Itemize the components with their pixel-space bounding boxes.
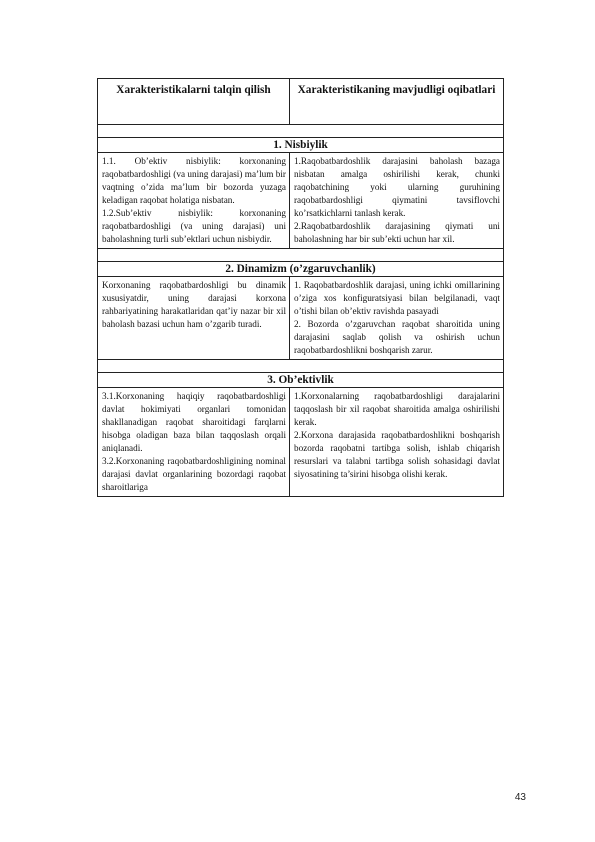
section-row-objectivity	[98, 388, 503, 497]
section-2-right-cell	[290, 277, 503, 359]
section-title-objectivity: 3. Ob’ektivlik	[98, 373, 503, 388]
section-2-right-para-1: 1. Raqobatbardoshlik darajasi, uning ichki omillarining o’ziga xos konfiguratsiyasi bilan belgilanadi, vaqt o’tishi bilan ob’ektiv ravishda pasayadi	[294, 280, 500, 316]
section-2-right-para-2: 2. Bozorda o’zgaruvchan raqobat sharoitida uning darajasini saqlab qolish va oshirish uchun raqobatbardoshlikni boshqarish zarur.	[294, 319, 500, 355]
section-1-right-cell	[290, 153, 503, 248]
section-spacer	[98, 359, 503, 373]
section-1-left-para-1: 1.1. Ob’ektiv nisbiylik: korxonaning raqobatbardoshligi (va uning darajasi) ma’lum bir vaqtning o’zida ma’lum bir bozorda yuzaga keladigan raqobat holatiga nisbatan.	[102, 156, 286, 205]
section-row-dynamism	[98, 277, 503, 359]
section-3-right-para-1: 1.Korxonalarning raqobatbardoshligi darajalarini taqqoslash bir xil raqobat sharoitida amalga oshirilishi kerak.	[294, 391, 500, 427]
page-number: 43	[514, 792, 526, 803]
table-header-row	[98, 79, 503, 125]
section-3-left-para-2: 3.2.Korxonaning raqobatbardoshligining nominal darajasi davlat organlarining bozordagi raqobat sharoitlariga	[102, 456, 286, 492]
section-1-right-para-2: 2.Raqobatbardoshlik darajasining qiymati uni baholashning har bir sub’ekti uchun har xil.	[294, 221, 500, 244]
header-right-cell: Xarakteristikaning mavjudligi oqibatlari	[297, 84, 496, 96]
header-left-cell: Xarakteristikalarni talqin qilish	[98, 79, 290, 124]
section-2-left-para-1: Korxonaning raqobatbardoshligi bu dinamik xususiyatdir, uning darajasi korxona rahbariyatining harakatlaridan qat’iy nazar bir xil baholash bazasi uchun ham o’zgarib turadi.	[102, 280, 286, 329]
section-title-dynamism: 2. Dinamizm (o’zgaruvchanlik)	[98, 262, 503, 277]
section-3-right-para-2: 2.Korxona darajasida raqobatbardoshlikni boshqarish bozorda raqobatni tartibga solish, ishlab chiqarish resurslari va talabni tartibga solish sohasidagi davlat siyosatining ta’sirini hisobga olishi kerak.	[294, 430, 500, 479]
section-3-right-cell	[290, 388, 503, 496]
section-3-left-cell	[98, 388, 290, 496]
characteristics-table	[97, 78, 504, 497]
section-spacer	[98, 125, 503, 138]
section-row-relativity	[98, 153, 503, 248]
section-3-left-para-1: 3.1.Korxonaning haqiqiy raqobatbardoshligi davlat hokimiyati organlari tomonidan shakllanadigan raqobat sharoitidagi farqlarni hisobga oladigan baza bilan taqqoslash orqali aniqlanadi.	[102, 391, 286, 453]
section-spacer	[98, 248, 503, 262]
section-title-relativity: 1. Nisbiylik	[98, 138, 503, 153]
section-1-left-cell	[98, 153, 290, 248]
section-2-left-cell	[98, 277, 290, 359]
section-1-left-para-2: 1.2.Sub’ektiv nisbiylik: korxonaning raqobatbardoshligi (va uning darajasi) uni baholashning turli sub’ektlari uchun nisbiydir.	[102, 208, 286, 244]
section-1-right-para-1: 1.Raqobatbardoshlik darajasini baholash bazaga nisbatan amalga oshirilishi kerak, chunki raqobatchining yoki ularning guruhining raqobatbardoshligi qiymatini tavsiflovchi ko’rsatkichlarni tanlash kerak.	[294, 156, 500, 218]
